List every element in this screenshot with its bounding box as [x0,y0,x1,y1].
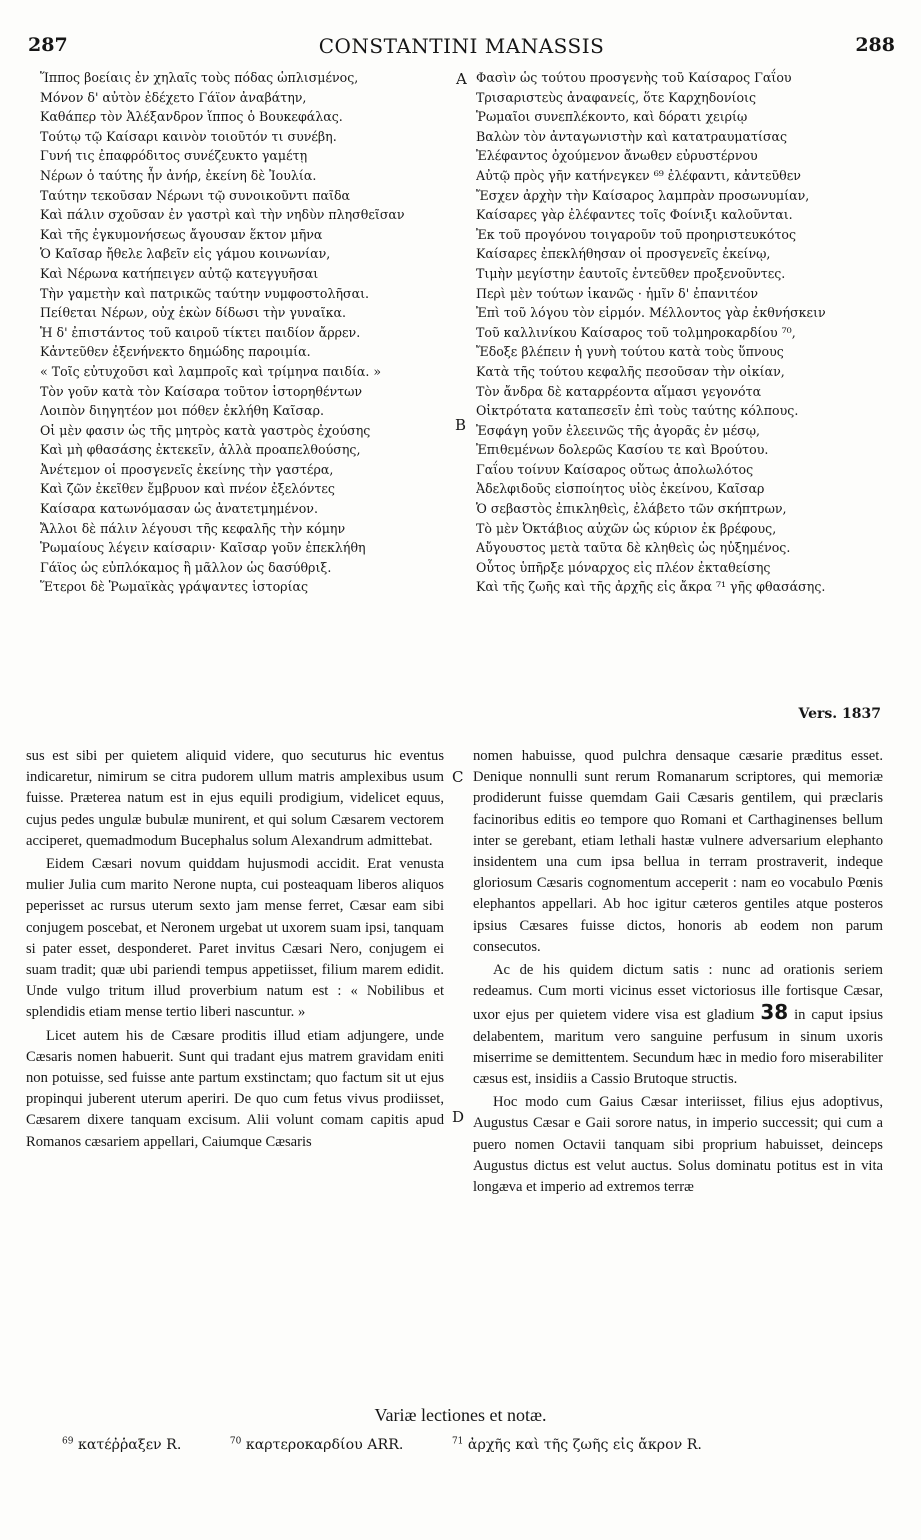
latin-paragraph: nomen habuisse, quod pulchra densaque cæsarie præditus esset. Denique nonnulli sunt rerum Romanarum scriptores, qui memoriæ prodiderunt fuisse quemdam Gaii Cæsaris gentilem, qui præclaris facinoribus editis eo tempore quo Romani et Carthaginenses bellum inter se gerebant, etiam lethali hastæ vulnere adversarium elephanto insidentem una cum ipsa bellua in terram prostraverit, indeque gloriosum Cæsaris cognomentum acceperit : nam eo vocabulo Pœnis elephantos appellari. Ab hoc igitur cæteros gentiles atque posteros ipsius Cæsares fuisse dictos, honoris ab eodem non parum consecutos. [473,748,883,955]
note-item: $^{71}$ ἀρχῆς καὶ τῆς ζωῆς εἰς ἄκρον R. [451,1436,702,1453]
margin-marker-d: D [452,1108,465,1126]
page-header [28,34,895,60]
greek-verse-left-column [40,68,455,597]
latin-paragraph: sus est sibi per quietem aliquid videre, quo secuturus hic eventus indicaretur, nimirum se citra pudorem ullum matris amplexibus usum fuisse. Præterea natum est in ejus equili prodigium, videlicet equus, cujus pedes ungulæ bubulæ munirent, et qui solum Cæsarem vectorem acciperet, quemadmodum Bucephalus solum Alexandrum admittebat. [26,748,444,849]
verse-line: Ἵππος βοείαις ἐν χηλαῖς τοὺς πόδας ὡπλισμένος, [40,70,359,85]
verse-line: Κατὰ τῆς τούτου κεφαλῆς πεσοῦσαν τὴν οἰκίαν, [476,363,785,379]
verse-line: Τούτῳ τῷ Καίσαρι καινὸν τοιοῦτόν τι συνέβη. [40,128,337,144]
verse-line: Ῥωμαῖοι συνεπλέκοντο, καὶ δόρατι χειρίῳ [476,109,748,125]
page-number-left: 287 [28,34,68,56]
verse-line: Πείθεται Νέρων, οὐχ ἑκὼν δίδωσι τὴν γυναῖκα. [40,305,347,321]
verse-line: Ἀδελφιδοῦς εἰσποίητος υἱὸς ἐκείνου, Καῖσαρ [476,481,765,497]
verse-line: Καίσαρα κατωνόμασαν ὡς ἀνατετμημένον. [40,501,318,517]
verse-line: Οἰκτρότατα καταπεσεῖν ἐπὶ τοὺς ταύτης κόλπους. [476,403,799,419]
verse-line: Τοῦ καλλινίκου Καίσαρος τοῦ τολμηροκαρδίου ⁷⁰, [476,324,796,340]
verse-line: Ταύτην τεκοῦσαν Νέρωνι τῷ συνοικοῦντι παῖδα [40,187,351,203]
verse-line: Περὶ μὲν τούτων ἱκανῶς · ἡμῖν δ' ἐπανιτέον [476,285,759,301]
verse-line: Αὐτῷ πρὸς γῆν κατήνεγκεν ⁶⁹ ἐλέφαντι, κἀντεῦθεν [476,167,801,183]
verse-line: Γάϊος ὡς εὐπλόκαμος ἢ μᾶλλον ὡς δασύθριξ. [40,559,332,575]
verse-line: Βαλὼν τὸν ἀνταγωνιστὴν καὶ κατατραυματίσας [476,128,788,144]
verse-line: Καίσαρες ἐπεκλήθησαν οἱ προσγενεῖς ἐκείνῳ, [476,246,771,262]
verse-line: Ἔσχεν ἀρχὴν τὴν Καίσαρος λαμπρὰν προσωνυμίαν, [476,187,810,203]
margin-marker-a: A [456,70,467,88]
verse-line: Ἐσφάγη γοῦν ἐλεεινῶς τῆς ἀγορᾶς ἐν μέσῳ, [476,422,761,438]
verse-line: Καὶ τῆς ἐγκυμονήσεως ἄγουσαν ἕκτον μῆνα [40,226,323,242]
verse-line: Τιμὴν μεγίστην ἑαυτοῖς ἐντεῦθεν προξενοῦντες. [476,265,786,281]
latin-translation-right-column [473,746,883,1200]
page-number-right: 288 [855,34,895,56]
verse-line: Ῥωμαίους λέγειν καίσαριν· Καῖσαρ γοῦν ἐπεκλήθη [40,540,366,556]
verse-line: Καθάπερ τὸν Ἀλέξανδρον ἵππος ὁ Βουκεφάλας. [40,109,343,125]
verse-line: Τὴν γαμετὴν καὶ πατρικῶς ταύτην νυμφοστολῆσαι. [40,285,370,301]
variant-readings [62,1436,881,1453]
verse-line: Νέρων ὁ ταύτης ἦν ἀνήρ, ἐκείνη δὲ Ἰουλία. [40,167,317,183]
verse-reference: Vers. 1837 [798,706,881,722]
verse-line: Οἱ μὲν φασιν ὡς τῆς μητρὸς κατὰ γαστρὸς ἐχούσης [40,422,371,438]
margin-marker-b: B [455,416,467,434]
latin-text: in caput ipsius delabentem, maritum vero sanguine perfusum in sinum uxoris miserrime se demittentem. Secundum hæc in medio foro miserabiliter cæsus est, insidiis a Cassio Brutoque structis. [473,1007,883,1088]
verse-line: Τὸ μὲν Ὀκτάβιος αὐχῶν ὡς κύριον ἐκ βρέφους, [476,520,777,536]
verse-line: « Τοῖς εὐτυχοῦσι καὶ λαμπροῖς καὶ τρίμηνα παιδία. » [40,363,382,379]
verse-line: Καὶ μὴ φθασάσης ἐκτεκεῖν, ἀλλὰ προαπελθούσης, [40,442,361,458]
verse-line: Καὶ τῆς ζωῆς καὶ τῆς ἀρχῆς εἰς ἄκρα ⁷¹ γῆς φθασάσης. [476,579,826,595]
note-item: $^{69}$ κατέῤῥαξεν R. [62,1436,182,1453]
greek-verse-right-column [476,68,891,597]
margin-marker-c: C [452,768,464,786]
verse-line: Ἐκ τοῦ προγόνου τοιγαροῦν τοῦ προηριστευκότος [476,226,797,242]
verse-line: Οὗτος ὑπῆρξε μόναρχος εἰς πλέον ἐκταθείσης [476,559,771,575]
verse-line: Ἕτεροι δὲ Ῥωμαϊκὰς γράψαντες ἱστορίας [40,579,309,595]
latin-text: Ac de his quidem dictum satis : nunc ad orationis seriem redeamus. Cum morti vicinus esset victoriosus ille fortisque Cæsar, uxor ejus per quietem videre visa est gladium [473,962,883,1024]
verse-line: Τὸν ἄνδρα δὲ καταρρέοντα αἵμασι γεγονότα [476,383,762,399]
verse-line: Ὁ σεβαστὸς ἐπικληθεὶς, ἐλάβετο τῶν σκήπτρων, [476,501,787,517]
verse-line: Αὔγουστος μετὰ ταῦτα δὲ κληθεὶς ὡς ηὐξημένος. [476,540,791,556]
running-title: CONSTANTINI MANASSIS [318,34,605,58]
verse-line: Ἐπιθεμένων δολερῶς Κασίου τε καὶ Βρούτου. [476,442,769,458]
verse-line: Ἄλλοι δὲ πάλιν λέγουσι τῆς κεφαλῆς τὴν κόμην [40,520,346,536]
latin-paragraph: Hoc modo cum Gaius Cæsar interiisset, filius ejus adoptivus, Augustus Cæsar e Gaii sorore natus, in imperio successit; qui cum a puero nomen Octavii tanquam sibi proprium habuisset, deinceps Augustus dictus est velut auctus. Solus dominatu potitus est in vita longæva et imperio ad extremos terræ [473,1094,883,1196]
verse-line: Ἐλέφαντος ὀχούμενον ἄνωθεν εὐρυστέρνου [476,148,758,164]
verse-line: Φασὶν ὡς τούτου προσγενὴς τοῦ Καίσαρος Γαΐου [476,70,792,85]
latin-paragraph [473,960,883,1090]
verse-line: Καὶ Νέρωνα κατήπειγεν αὐτῷ κατεγγυῆσαι [40,265,319,281]
verse-line: Ἐπὶ τοῦ λόγου τὸν εἱρμόν. Μέλλοντος γὰρ ἐκθνήσκειν [476,305,826,321]
verse-line: Καὶ πάλιν σχοῦσαν ἐν γαστρὶ καὶ τὴν νηδὺν πλησθεῖσαν [40,207,405,223]
latin-translation-left-column [26,746,444,1155]
verse-line: Τὸν γοῦν κατὰ τὸν Καίσαρα τοῦτον ἱστορηθέντων [40,383,363,399]
verse-line: Καὶ ζῶν ἐκεῖθεν ἔμβρυον καὶ πνέον ἐξελόντες [40,481,335,497]
verse-line: Τρισαριστεὺς ἀναφανείς, ὅτε Καρχηδονίοις [476,89,757,105]
verse-line: Μόνον δ' αὐτὸν ἐδέχετο Γάϊον ἀναβάτην, [40,89,307,105]
verse-line: Ἔδοξε βλέπειν ἡ γυνὴ τούτου κατὰ τοὺς ὕπνους [476,344,784,360]
verse-line: Ἡ δ' ἐπιστάντος τοῦ καιροῦ τίκτει παιδίον ἄρρεν. [40,324,361,340]
verse-line: Γυνή τις ἐπαφρόδιτος συνέζευκτο γαμέτῃ [40,148,308,164]
verse-line: Λοιπὸν διηγητέον μοι πόθεν ἐκλήθη Καῖσαρ. [40,403,324,419]
latin-paragraph: Eidem Cæsari novum quiddam hujusmodi accidit. Erat venusta mulier Julia cum marito Nerone nupta, cui posteaquam liberos aliquos peperisset ac rursus uterum sexto jam mense ferret, Cæsar eam sibi conjugem poscebat, et Neronem urgebat ut uxorem suam ipsi, tanquam si pater esset, desponderet. Paret invitus Cæsari Nero, conjugem ei suam tradit; quæ ubi pariendi tempus appetiisset, filium marem edidit. Unde vulgo tritum illud proverbium natum est : « Nobilibus et splendidis etiam mense tertio liberi nascuntur. » [26,856,444,1021]
verse-line: Ὁ Καῖσαρ ἤθελε λαβεῖν εἰς γάμου κοινωνίαν, [40,246,331,262]
verse-line: Κἀντεῦθεν ἐξενήνεκτο δημώδης παροιμία. [40,344,311,360]
verse-line: Ἀνέτεμον οἱ προσγενεῖς ἐκείνης τὴν γαστέρα, [40,461,334,477]
verse-line: Καίσαρες γὰρ ἐλέφαντες τοῖς Φοίνιξι καλοῦνται. [476,207,793,223]
inline-page-number: 38 [760,1000,789,1025]
latin-paragraph: Licet autem his de Cæsare proditis illud etiam adjungere, unde Cæsaris nomen habuerit. Sunt qui tradant ejus matrem gravidam eniti non potuisse, sed fuisse ante partum exstinctam; quo factum sit ut ejus propinqui juberent uterum aperiri. De quo cum fetus vivus prodiisset, Cæsarem dixere tanquam excisum. Alii volunt comam capitis apud Romanos cæsariem appellari, Caiumque Cæsaris [26,1027,444,1150]
note-item: $^{70}$ καρτεροκαρδίου ARR. [229,1436,404,1453]
notes-title: Variæ lectiones et notæ. [374,1405,547,1425]
verse-line: Γαΐου τοίνυν Καίσαρος οὕτως ἀπολωλότος [476,461,754,477]
